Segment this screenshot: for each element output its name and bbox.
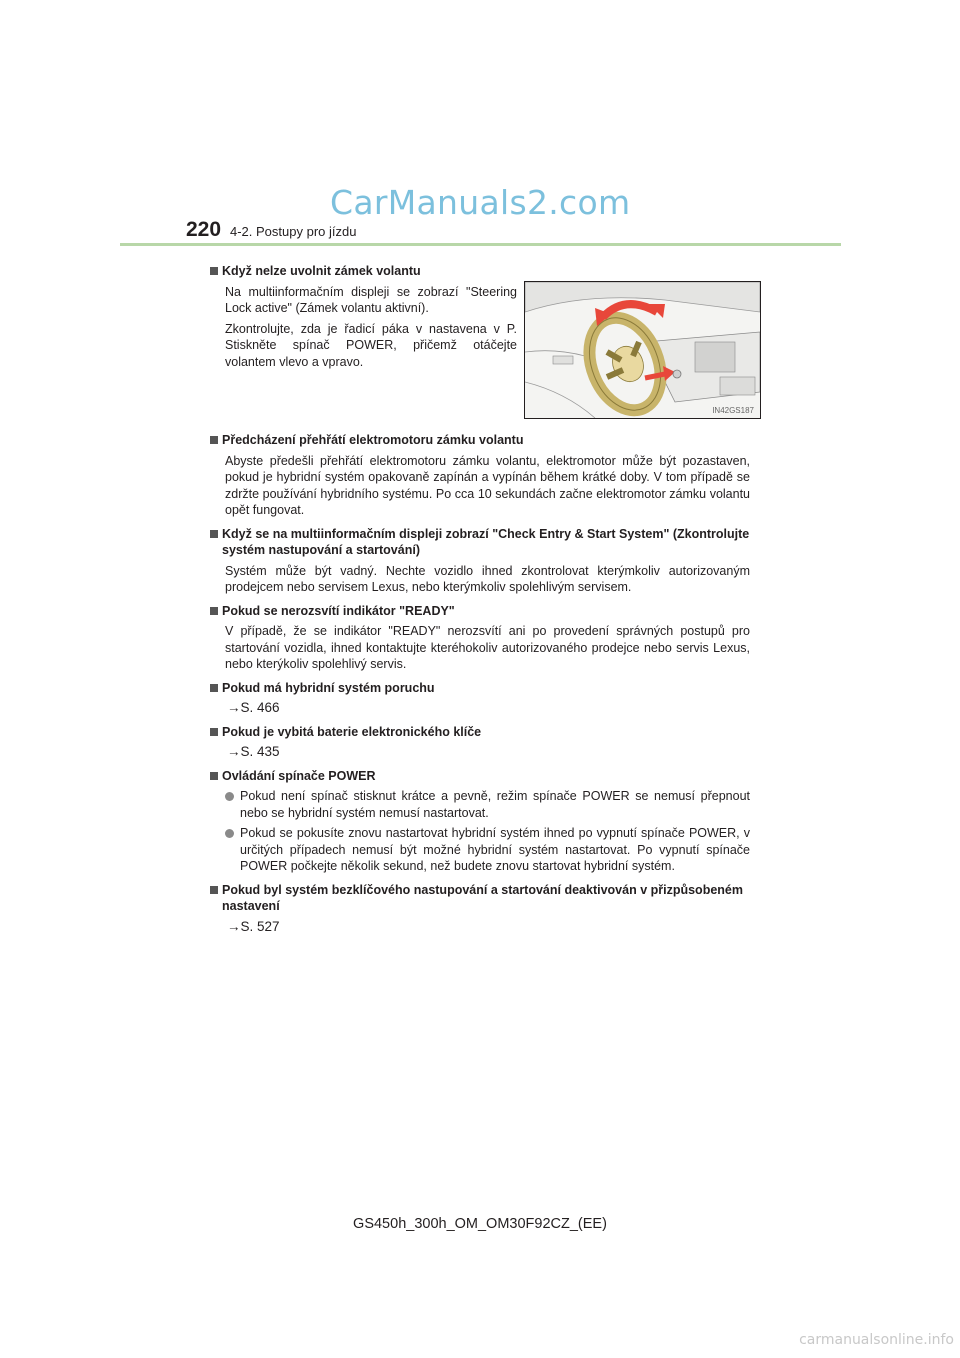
section-text: V případě, že se indikátor "READY" nerozsvítí ani po provedení správných postupů pro startování vozidla, ihned kontaktujte kteréhokoliv autorizovaného prodejce nebo servis Lexus, nebo kterýkoliv spolehlivý servis. [225, 624, 750, 671]
square-bullet-icon [210, 436, 218, 444]
square-bullet-icon [210, 530, 218, 538]
intro-paragraph: Na multiinformačním displeji se zobrazí "Steering Lock active" (Zámek volantu aktivní). [225, 284, 517, 315]
square-bullet-icon [210, 728, 218, 736]
square-bullet-icon [210, 267, 218, 275]
section-heading: Pokud se nerozsvítí indikátor "READY" [210, 603, 750, 620]
figure-code: IN42GS187 [712, 406, 754, 415]
section-heading: Když nelze uvolnit zámek volantu [210, 263, 750, 280]
intro-paragraph: Zkontrolujte, zda je řadicí páka v nastavena v P. Stiskněte spínač POWER, přičemž otáčejte volantem vlevo a vpravo. [225, 321, 517, 369]
section-heading: Pokud byl systém bezklíčového nastupování a startování deaktivován v přizpůsobeném nastavení [210, 882, 750, 915]
list-item: Pokud se pokusíte znovu nastartovat hybridní systém ihned po vypnutí spínače POWER, v určitých případech nemusí být možné hybridní systém nastartovat. Po vypnutí spínače POWER počkejte několik sekund, než budete znovu startovat hybridní systém. [210, 825, 750, 875]
page-content [210, 256, 750, 935]
section-text: Systém může být vadný. Nechte vozidlo ihned zkontrolovat kterýmkoliv autorizovaným prodejcem nebo servisem Lexus, nebo kterýmkoliv spolehlivým servisem. [225, 563, 750, 594]
watermark-logo: CarManuals2.com [330, 183, 631, 222]
square-bullet-icon [210, 886, 218, 894]
section-heading: Předcházení přehřátí elektromotoru zámku volantu [210, 432, 750, 449]
square-bullet-icon [210, 772, 218, 780]
circle-bullet-icon [225, 792, 234, 801]
list-item: Pokud není spínač stisknut krátce a pevně, režim spínače POWER se nemusí přepnout nebo se hybridní systém nemusí nastartovat. [210, 788, 750, 821]
circle-bullet-icon [225, 829, 234, 838]
section-heading: Pokud má hybridní systém poruchu [210, 680, 750, 697]
page-number: 220 [186, 218, 222, 241]
section-title: 4-2. Postupy pro jízdu [230, 224, 357, 239]
watermark-site: carmanualsonline.info [799, 1332, 954, 1348]
section-heading: Ovládání spínače POWER [210, 768, 750, 785]
section-heading: Pokud je vybitá baterie elektronického klíče [210, 724, 750, 741]
section-heading: Když se na multiinformačním displeji zobrazí "Check Entry & Start System" (Zkontrolujte systém nastupování a startování) [210, 526, 750, 559]
page-reference: →S. 435 [227, 744, 280, 759]
section-text: Abyste předešli přehřátí elektromotoru zámku volantu, elektromotor může být pozastaven, pokud je hybridní systém opakovaně zapínán a vypínán během krátké doby. V tom případě se zdržte používání hybridního systému. Po cca 10 sekundách začne elektromotor zámku volantu opět fungovat. [225, 453, 750, 517]
square-bullet-icon [210, 607, 218, 615]
header-rule [120, 243, 841, 246]
page-reference: →S. 466 [227, 700, 280, 715]
square-bullet-icon [210, 684, 218, 692]
document-code: GS450h_300h_OM_OM30F92CZ_(EE) [353, 1216, 607, 1232]
page-reference: →S. 527 [227, 918, 280, 934]
